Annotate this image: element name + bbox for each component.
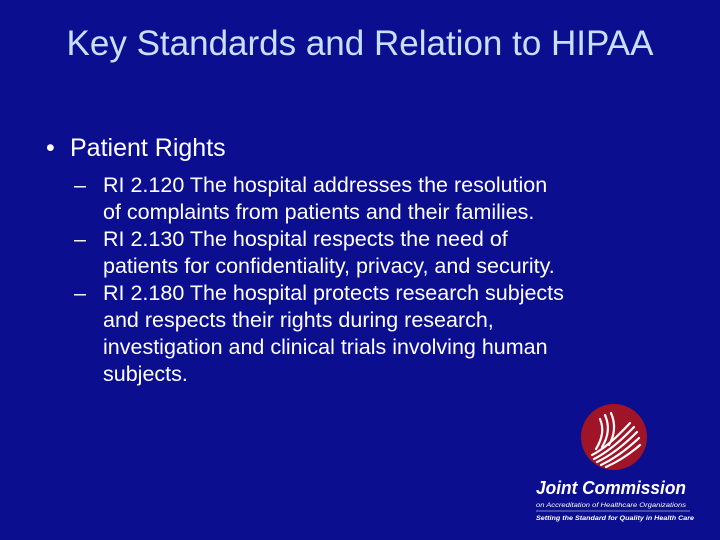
sub-bullet-text: RI 2.130 The hospital respects the need of patients for confidentiality, privacy, and security. — [103, 227, 555, 278]
sub-bullet-ri-2-130 — [74, 226, 564, 280]
sub-bullet-ri-2-180 — [74, 280, 564, 388]
sub-bullet-text: RI 2.120 The hospital addresses the resolution of complaints from patients and their families. — [103, 173, 548, 224]
logo-emblem-icon — [581, 404, 647, 470]
bullet-marker: • — [46, 134, 55, 162]
bullet-label: Patient Rights — [70, 134, 226, 162]
joint-commission-logo — [530, 403, 700, 528]
logo-name: Joint Commission — [536, 477, 686, 498]
sub-bullet-ri-2-120 — [74, 172, 564, 226]
bullet-patient-rights — [46, 133, 226, 163]
sub-bullet-list — [74, 172, 564, 388]
logo-subtitle: on Accreditation of Healthcare Organizations — [536, 502, 687, 509]
slide-title: Key Standards and Relation to HIPAA — [66, 24, 654, 63]
dash-marker: – — [74, 173, 86, 197]
dash-marker: – — [74, 281, 86, 305]
dash-marker: – — [74, 227, 86, 251]
logo-tagline: Setting the Standard for Quality in Health Care — [536, 515, 695, 522]
sub-bullet-text: RI 2.180 The hospital protects research subjects and respects their rights during research, investigation and clinical trials involving human subjects. — [103, 281, 564, 386]
